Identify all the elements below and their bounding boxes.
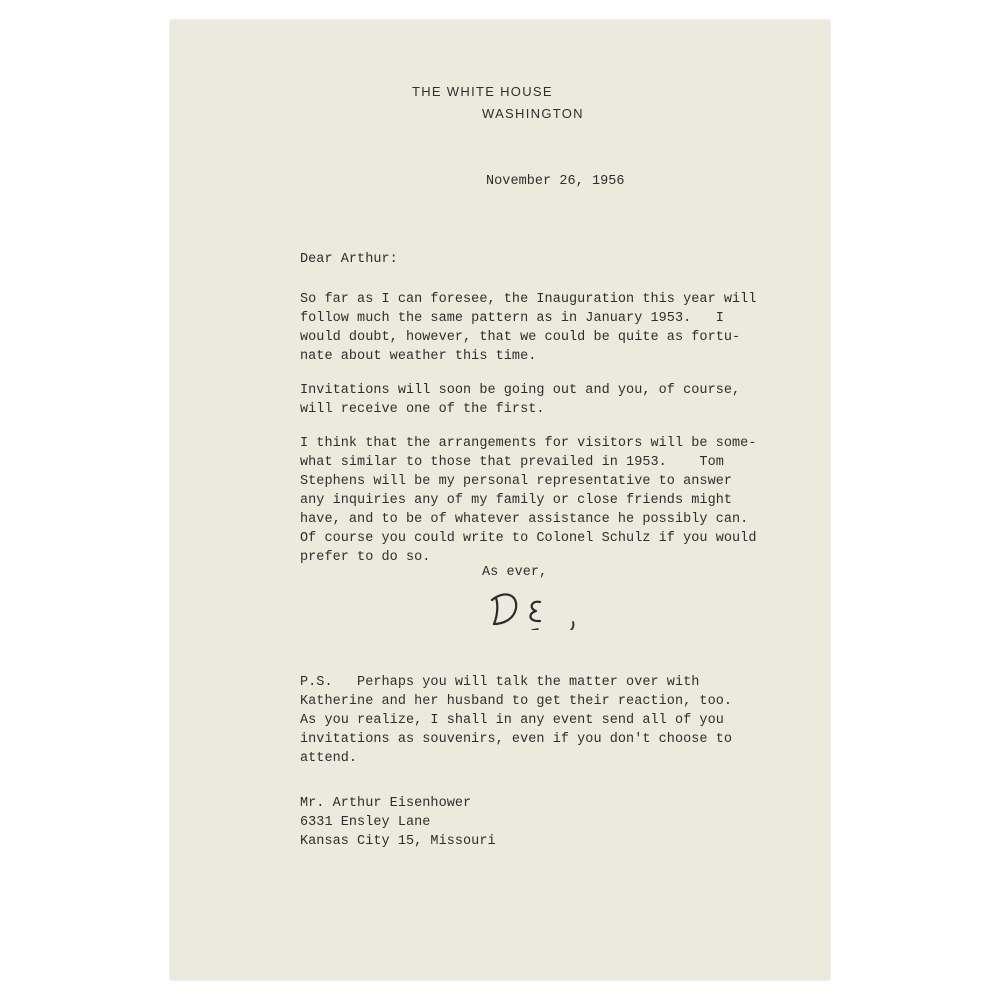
recipient-street: 6331 Ensley Lane <box>300 815 431 830</box>
body-paragraph-3: I think that the arrangements for visitors will be some- what similar to those that prevailed in 1953. Tom Stephens will be my personal representative to answer any inquiries any of my family or close friends might have, and to be of whatever assistance he possibly can. Of course you could write to Colonel Schulz if you would prefer to do so. <box>300 436 757 565</box>
recipient-address <box>300 794 496 851</box>
postscript: P.S. Perhaps you will talk the matter over with Katherine and her husband to get their reaction, too. As you realize, I shall in any event send all of you invitations as souvenirs, even if you don't choose to attend. <box>300 675 733 766</box>
letter-page <box>170 20 830 980</box>
closing: As ever, <box>482 565 548 580</box>
letterhead-line-2: WASHINGTON <box>482 106 584 121</box>
body-paragraph-1: So far as I can foresee, the Inauguration this year will follow much the same pattern as in January 1953. I would doubt, however, that we could be quite as fortu- nate about weather this time. <box>300 292 757 364</box>
salutation: Dear Arthur: <box>300 252 398 267</box>
handwritten-signature <box>488 580 598 630</box>
recipient-city: Kansas City 15, Missouri <box>300 834 496 849</box>
letter-date: November 26, 1956 <box>486 174 625 189</box>
letterhead-line-1: THE WHITE HOUSE <box>412 84 553 99</box>
recipient-name: Mr. Arthur Eisenhower <box>300 796 472 811</box>
body-paragraph-2: Invitations will soon be going out and you, of course, will receive one of the first. <box>300 383 741 417</box>
